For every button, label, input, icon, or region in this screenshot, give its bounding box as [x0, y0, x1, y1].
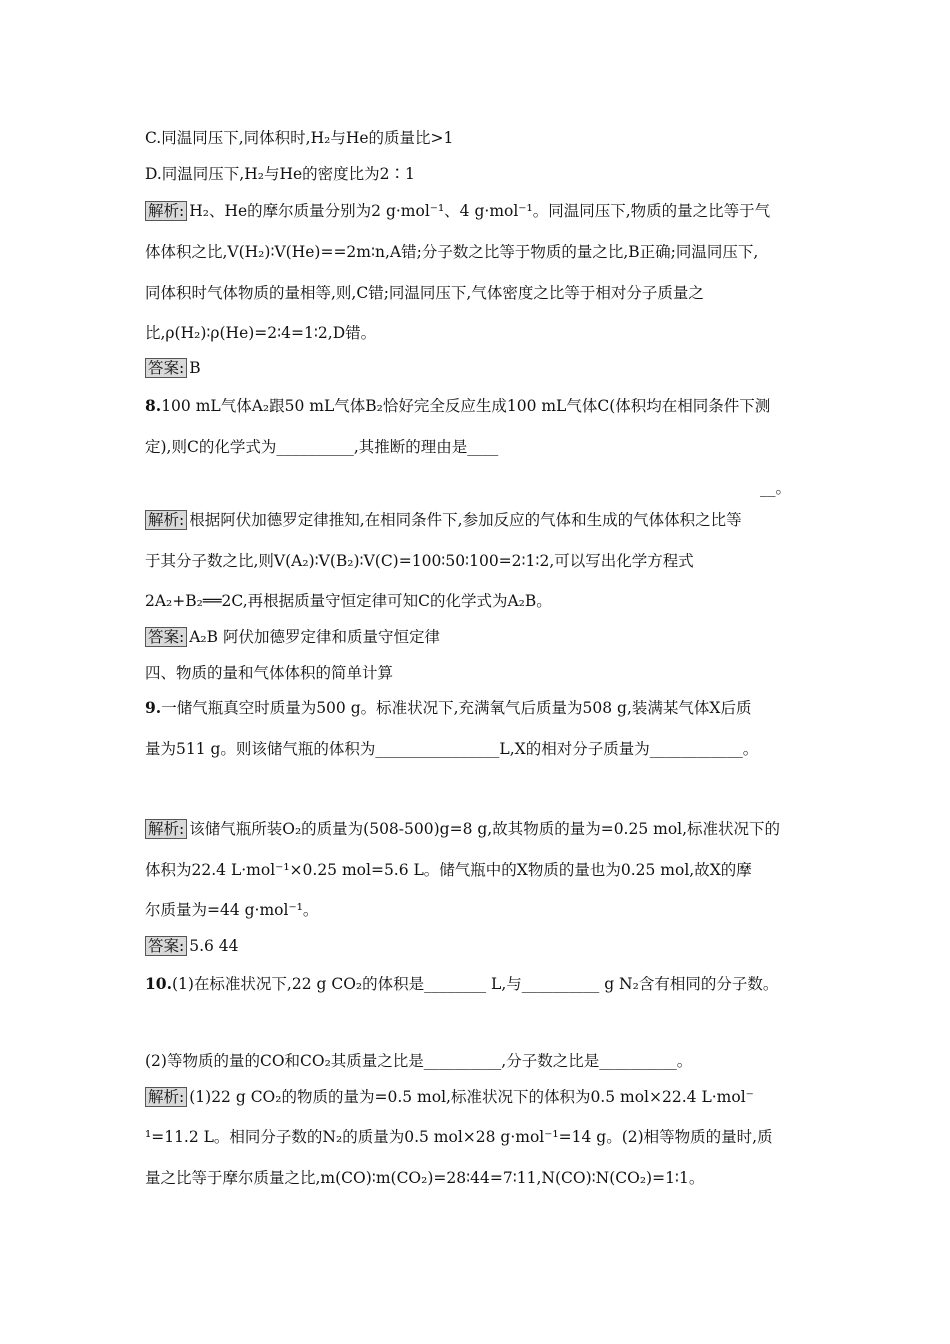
question-9-line-1: 9.一储气瓶真空时质量为500 g。标准状况下,充满氧气后质量为508 g,装满某气体X后质 [145, 698, 752, 717]
answer-9: 答案: 5.6 44 [145, 935, 820, 957]
answer-label: 答案: [145, 936, 187, 956]
analysis-8-line-1: 解析: 根据阿伏加德罗定律推知,在相同条件下,参加反应的气体和生成的气体体积之比等 [145, 509, 820, 531]
question-8-line-1: 8.100 mL气体A₂跟50 mL气体B₂恰好完全反应生成100 mL气体C(体积均在相同条件下测 [145, 396, 771, 415]
question-9-line-2: 量为511 g。则该储气瓶的体积为________________L,X的相对分子质量为____________。 [145, 740, 759, 758]
answer-label: 答案: [145, 627, 187, 647]
option-d: D.同温同压下,H₂与He的密度比为2∶1 [145, 165, 415, 183]
analysis-7-line-1: 解析: H₂、He的摩尔质量分别为2 g·mol⁻¹、4 g·mol⁻¹。同温同压下,物质的量之比等于气 [145, 200, 820, 222]
analysis-7-line-3: 同体积时气体物质的量相等,则,C错;同温同压下,气体密度之比等于相对分子质量之 [145, 284, 704, 302]
analysis-label: 解析: [145, 201, 187, 221]
analysis-7-line-4: 比,ρ(H₂)∶ρ(He)=2∶4=1∶2,D错。 [145, 324, 377, 342]
analysis-8-line-2: 于其分子数之比,则V(A₂)∶V(B₂)∶V(C)=100∶50∶100=2∶1∶2,可以写出化学方程式 [145, 552, 694, 570]
answer-7: 答案: B [145, 357, 820, 379]
analysis-9-line-2: 体积为22.4 L·mol⁻¹×0.25 mol=5.6 L。储气瓶中的X物质的量也为0.25 mol,故X的摩 [145, 861, 752, 879]
analysis-10-line-2: ¹=11.2 L。相同分子数的N₂的质量为0.5 mol×28 g·mol⁻¹=14 g。(2)相等物质的量时,质 [145, 1128, 773, 1146]
analysis-8-line-3: 2A₂+B₂══2C,再根据质量守恒定律可知C的化学式为A₂B。 [145, 592, 552, 610]
question-8-line-2: 定),则C的化学式为__________,其推断的理由是____ [145, 438, 499, 456]
analysis-9-line-3: 尔质量为=44 g·mol⁻¹。 [145, 901, 319, 919]
section-heading: 四、物质的量和气体体积的简单计算 [145, 664, 394, 682]
question-10-part-1: 10.(1)在标准状况下,22 g CO₂的体积是________ L,与__________ g N₂含有相同的分子数。 [145, 974, 779, 993]
question-8-line-3: __。 [760, 479, 792, 497]
answer-8: 答案: A₂B 阿伏加德罗定律和质量守恒定律 [145, 626, 820, 648]
analysis-7-line-2: 体体积之比,V(H₂)∶V(He)==2m∶n,A错;分子数之比等于物质的量之比,B正确;同温同压下, [145, 243, 759, 261]
analysis-label: 解析: [145, 1087, 187, 1107]
analysis-label: 解析: [145, 819, 187, 839]
question-10-part-2: (2)等物质的量的CO和CO₂其质量之比是__________,分子数之比是__________。 [145, 1052, 693, 1070]
analysis-9-line-1: 解析: 该储气瓶所装O₂的质量为(508-500)g=8 g,故其物质的量为=0.25 mol,标准状况下的 [145, 818, 820, 840]
analysis-10-line-1: 解析: (1)22 g CO₂的物质的量为=0.5 mol,标准状况下的体积为0.5 mol×22.4 L·mol⁻ [145, 1086, 820, 1108]
analysis-10-line-3: 量之比等于摩尔质量之比,m(CO)∶m(CO₂)=28∶44=7∶11,N(CO)∶N(CO₂)=1∶1。 [145, 1169, 705, 1187]
answer-label: 答案: [145, 358, 187, 378]
option-c: C.同温同压下,同体积时,H₂与He的质量比>1 [145, 129, 454, 147]
analysis-label: 解析: [145, 510, 187, 530]
